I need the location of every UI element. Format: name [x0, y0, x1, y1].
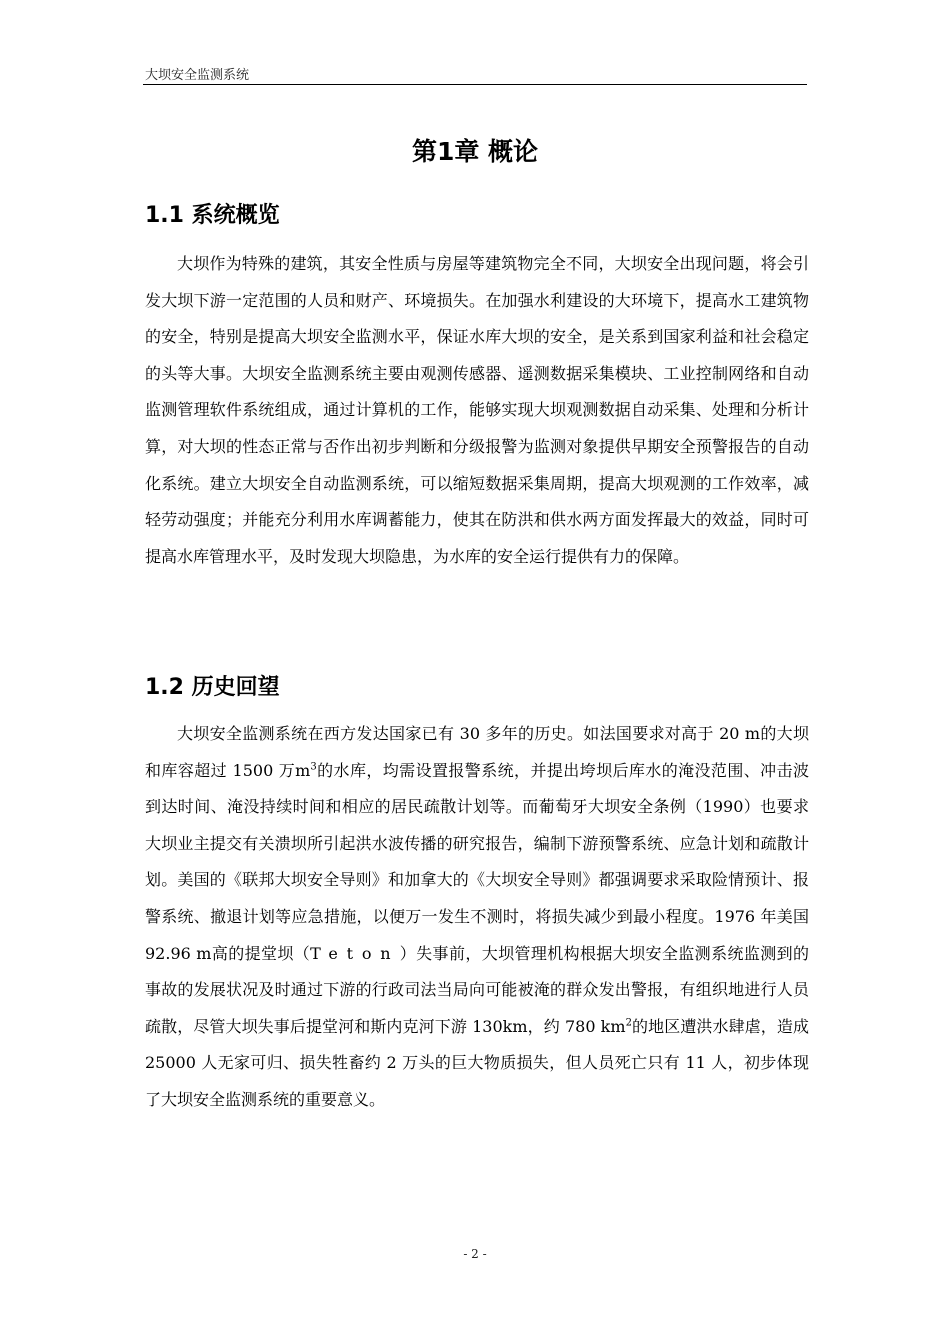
history-text-part-a: 大坝安全监测系统在西方发达国家已有 30 多年的历史。如法国要求对高于 20 m的大坝和库容超过 1500 万m — [145, 724, 809, 780]
paragraph-overview: 大坝作为特殊的建筑，其安全性质与房屋等建筑物完全不同，大坝安全出现问题，将会引发大坝下游一定范围的人员和财产、环境损失。在加强水利建设的大环境下，提高水工建筑物的安全，特别是提高大坝安全监测水平，保证水库大坝的安全，是关系到国家利益和社会稳定的头等大事。大坝安全监测系统主要由观测传感器、遥测数据采集模块、工业控制网络和自动监测管理软件系统组成，通过计算机的工作，能够实现大坝观测数据自动采集、处理和分析计算，对大坝的性态正常与否作出初步判断和分级报警为监测对象提供早期安全预警报告的自动化系统。建立大坝安全自动监测系统，可以缩短数据采集周期，提高大坝观测的工作效率，减轻劳动强度；并能充分利用水库调蓄能力，使其在防洪和供水两方面发挥最大的效益，同时可提高水库管理水平，及时发现大坝隐患，为水库的安全运行提供有力的保障。 — [145, 254, 809, 566]
teton-name: Teton — [310, 943, 400, 963]
history-text-part-b: 的水库，均需设置报警系统，并提出垮坝后库水的淹没范围、冲击波到达时间、淹没持续时间和相应的居民疏散计划等。而葡萄牙大坝安全条例（1990）也要求大坝业主提交有关溃坝所引起洪水波传播的研究报告，编制下游预警系统、应急计划和疏散计划。美国的《联邦大坝安全导则》和加拿大的《大坝安全导则》都强调要求采取险情预计、报警系统、撤退计划等应急措施，以便万一发生不测时，将损失减少到最小程度。1976 年美国 92.96 m高的提堂坝（ — [145, 760, 809, 963]
running-header: 大坝安全监测系统 — [145, 68, 250, 83]
history-text-part-d: 的地区遭洪水肆虐，造成 25000 人无家可归、损失牲畜约 2 万头的巨大物质损失，但人员死亡只有 11 人，初步体现了大坝安全监测系统的重要意义。 — [145, 1016, 809, 1109]
chapter-title: 第1章 概论 — [411, 137, 539, 166]
section-heading-overview: 1.1 系统概览 — [145, 203, 280, 228]
page-number: - 2 - — [463, 1247, 487, 1261]
header-divider — [143, 84, 807, 85]
section-heading-history: 1.2 历史回望 — [145, 675, 280, 700]
history-text-part-c: ）失事前，大坝管理机构根据大坝安全监测系统监测到的事故的发展状况及时通过下游的行政司法当局向可能被淹的群众发出警报，有组织地进行人员疏散，尽管大坝失事后提堂河和斯内克河下游 130km，约 780 km — [145, 943, 809, 1036]
paragraph-history — [145, 716, 809, 1119]
superscript-square: 2 — [625, 1017, 632, 1029]
superscript-cubic: 3 — [310, 761, 317, 773]
